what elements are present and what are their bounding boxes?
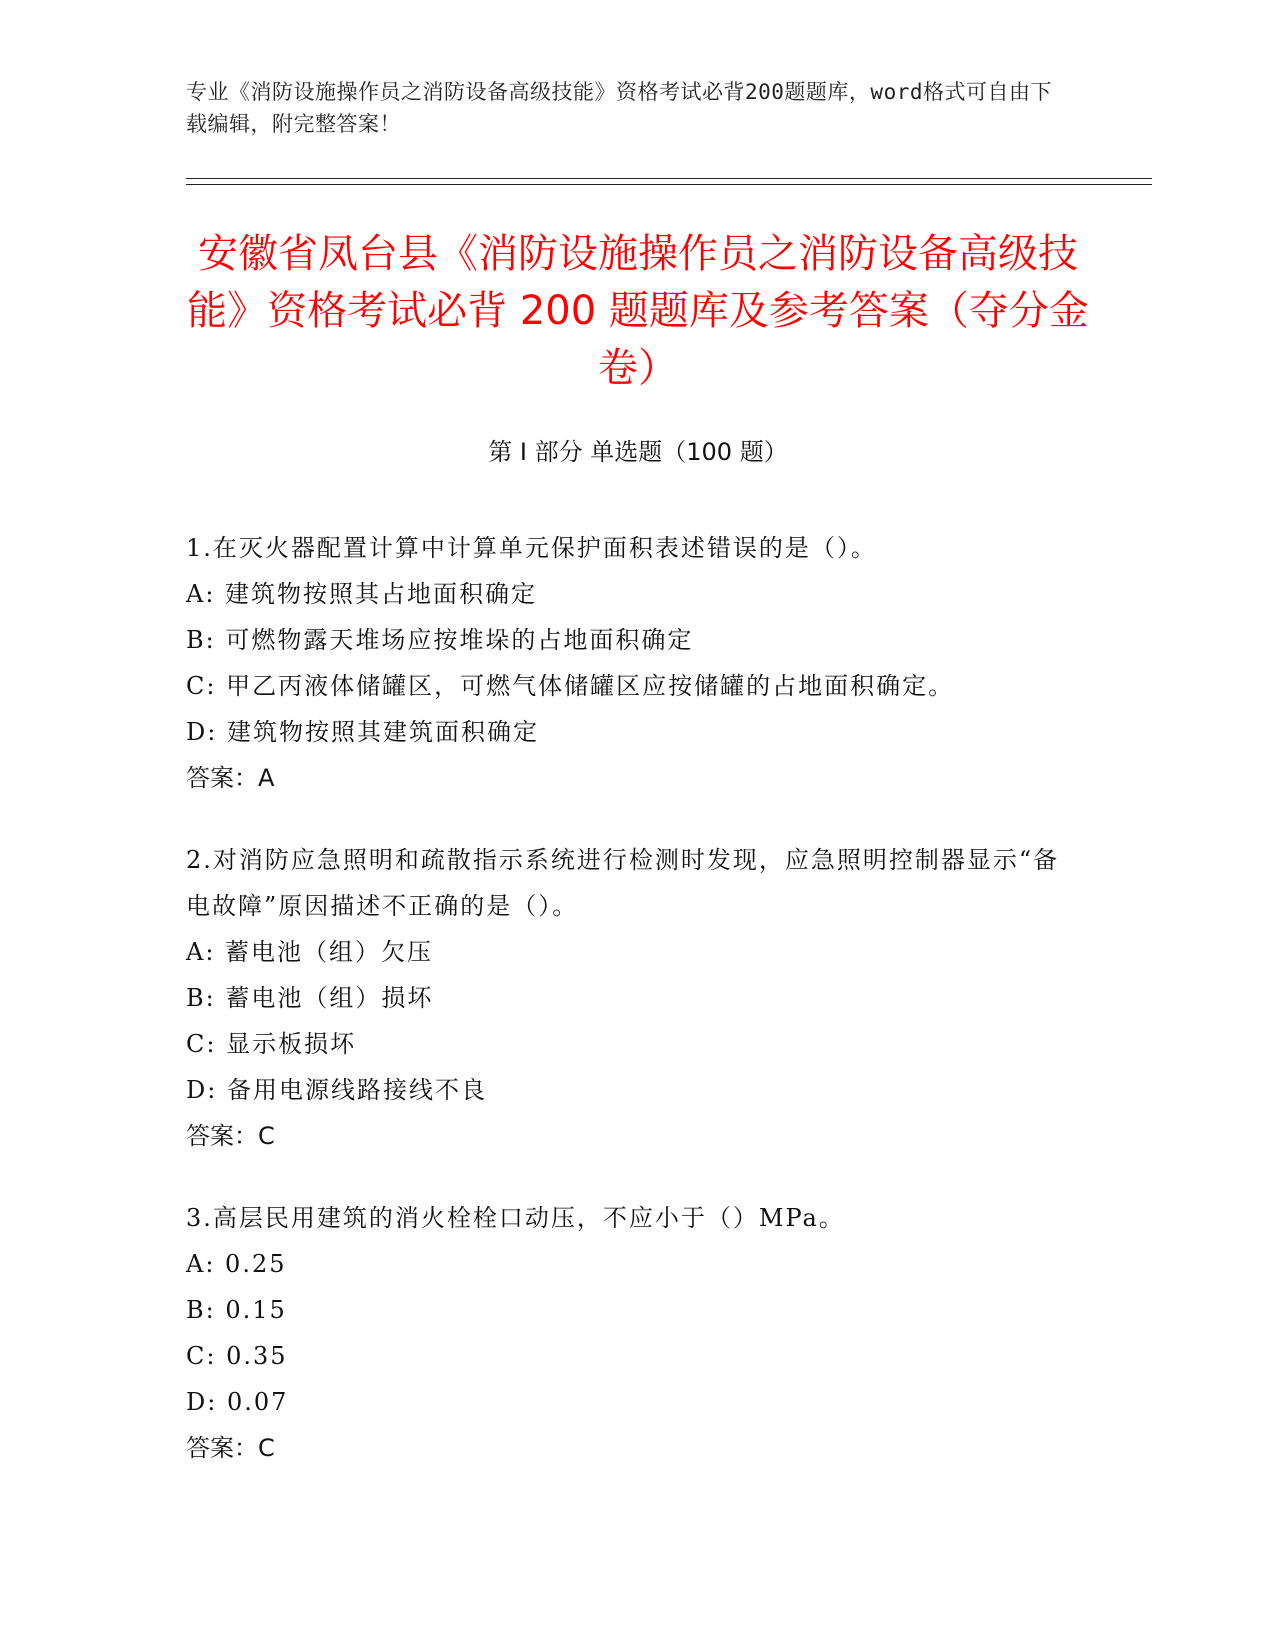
header-note: 专业《消防设施操作员之消防设备高级技能》资格考试必背200题题库，word格式可自由下载编辑，附完整答案！ bbox=[186, 80, 1052, 136]
question-text: 2.对消防应急照明和疏散指示系统进行检测时发现，应急照明控制器显示“备电故障”原因描述不正确的是（）。 bbox=[186, 846, 1060, 920]
question-3 bbox=[186, 1195, 1066, 1471]
question-list bbox=[186, 525, 1066, 1507]
option-c: C: 0.35 bbox=[186, 1342, 288, 1370]
document-title: 安徽省凤台县《消防设施操作员之消防设备高级技能》资格考试必背 200 题题库及参考答案（夺分金卷） bbox=[187, 231, 1089, 391]
option-c: C: 甲乙丙液体储罐区，可燃气体储罐区应按储罐的占地面积确定。 bbox=[186, 672, 955, 700]
option-d: D: 建筑物按照其建筑面积确定 bbox=[186, 718, 539, 746]
option-a: A: 蓄电池（组）欠压 bbox=[186, 938, 434, 966]
section-heading: 第 I 部分 单选题（100 题） bbox=[488, 438, 788, 466]
option-c: C: 显示板损坏 bbox=[186, 1030, 357, 1058]
answer: 答案：C bbox=[186, 1122, 275, 1150]
option-a: A: 0.25 bbox=[186, 1250, 287, 1278]
option-a: A: 建筑物按照其占地面积确定 bbox=[186, 580, 538, 608]
question-2 bbox=[186, 837, 1066, 1159]
option-d: D: 0.07 bbox=[186, 1388, 289, 1416]
question-1 bbox=[186, 525, 1066, 801]
option-d: D: 备用电源线路接线不良 bbox=[186, 1076, 487, 1104]
option-b: B: 蓄电池（组）损坏 bbox=[186, 984, 434, 1012]
header-rule-top bbox=[186, 178, 1152, 179]
question-text: 3.高层民用建筑的消火栓栓口动压，不应小于（）MPa。 bbox=[186, 1204, 845, 1232]
answer: 答案：A bbox=[186, 764, 275, 792]
option-b: B: 可燃物露天堆场应按堆垛的占地面积确定 bbox=[186, 626, 694, 654]
question-text: 1.在灭火器配置计算中计算单元保护面积表述错误的是（）。 bbox=[186, 534, 877, 562]
answer: 答案：C bbox=[186, 1434, 275, 1462]
header-rule-bottom bbox=[186, 184, 1152, 185]
option-b: B: 0.15 bbox=[186, 1296, 287, 1324]
